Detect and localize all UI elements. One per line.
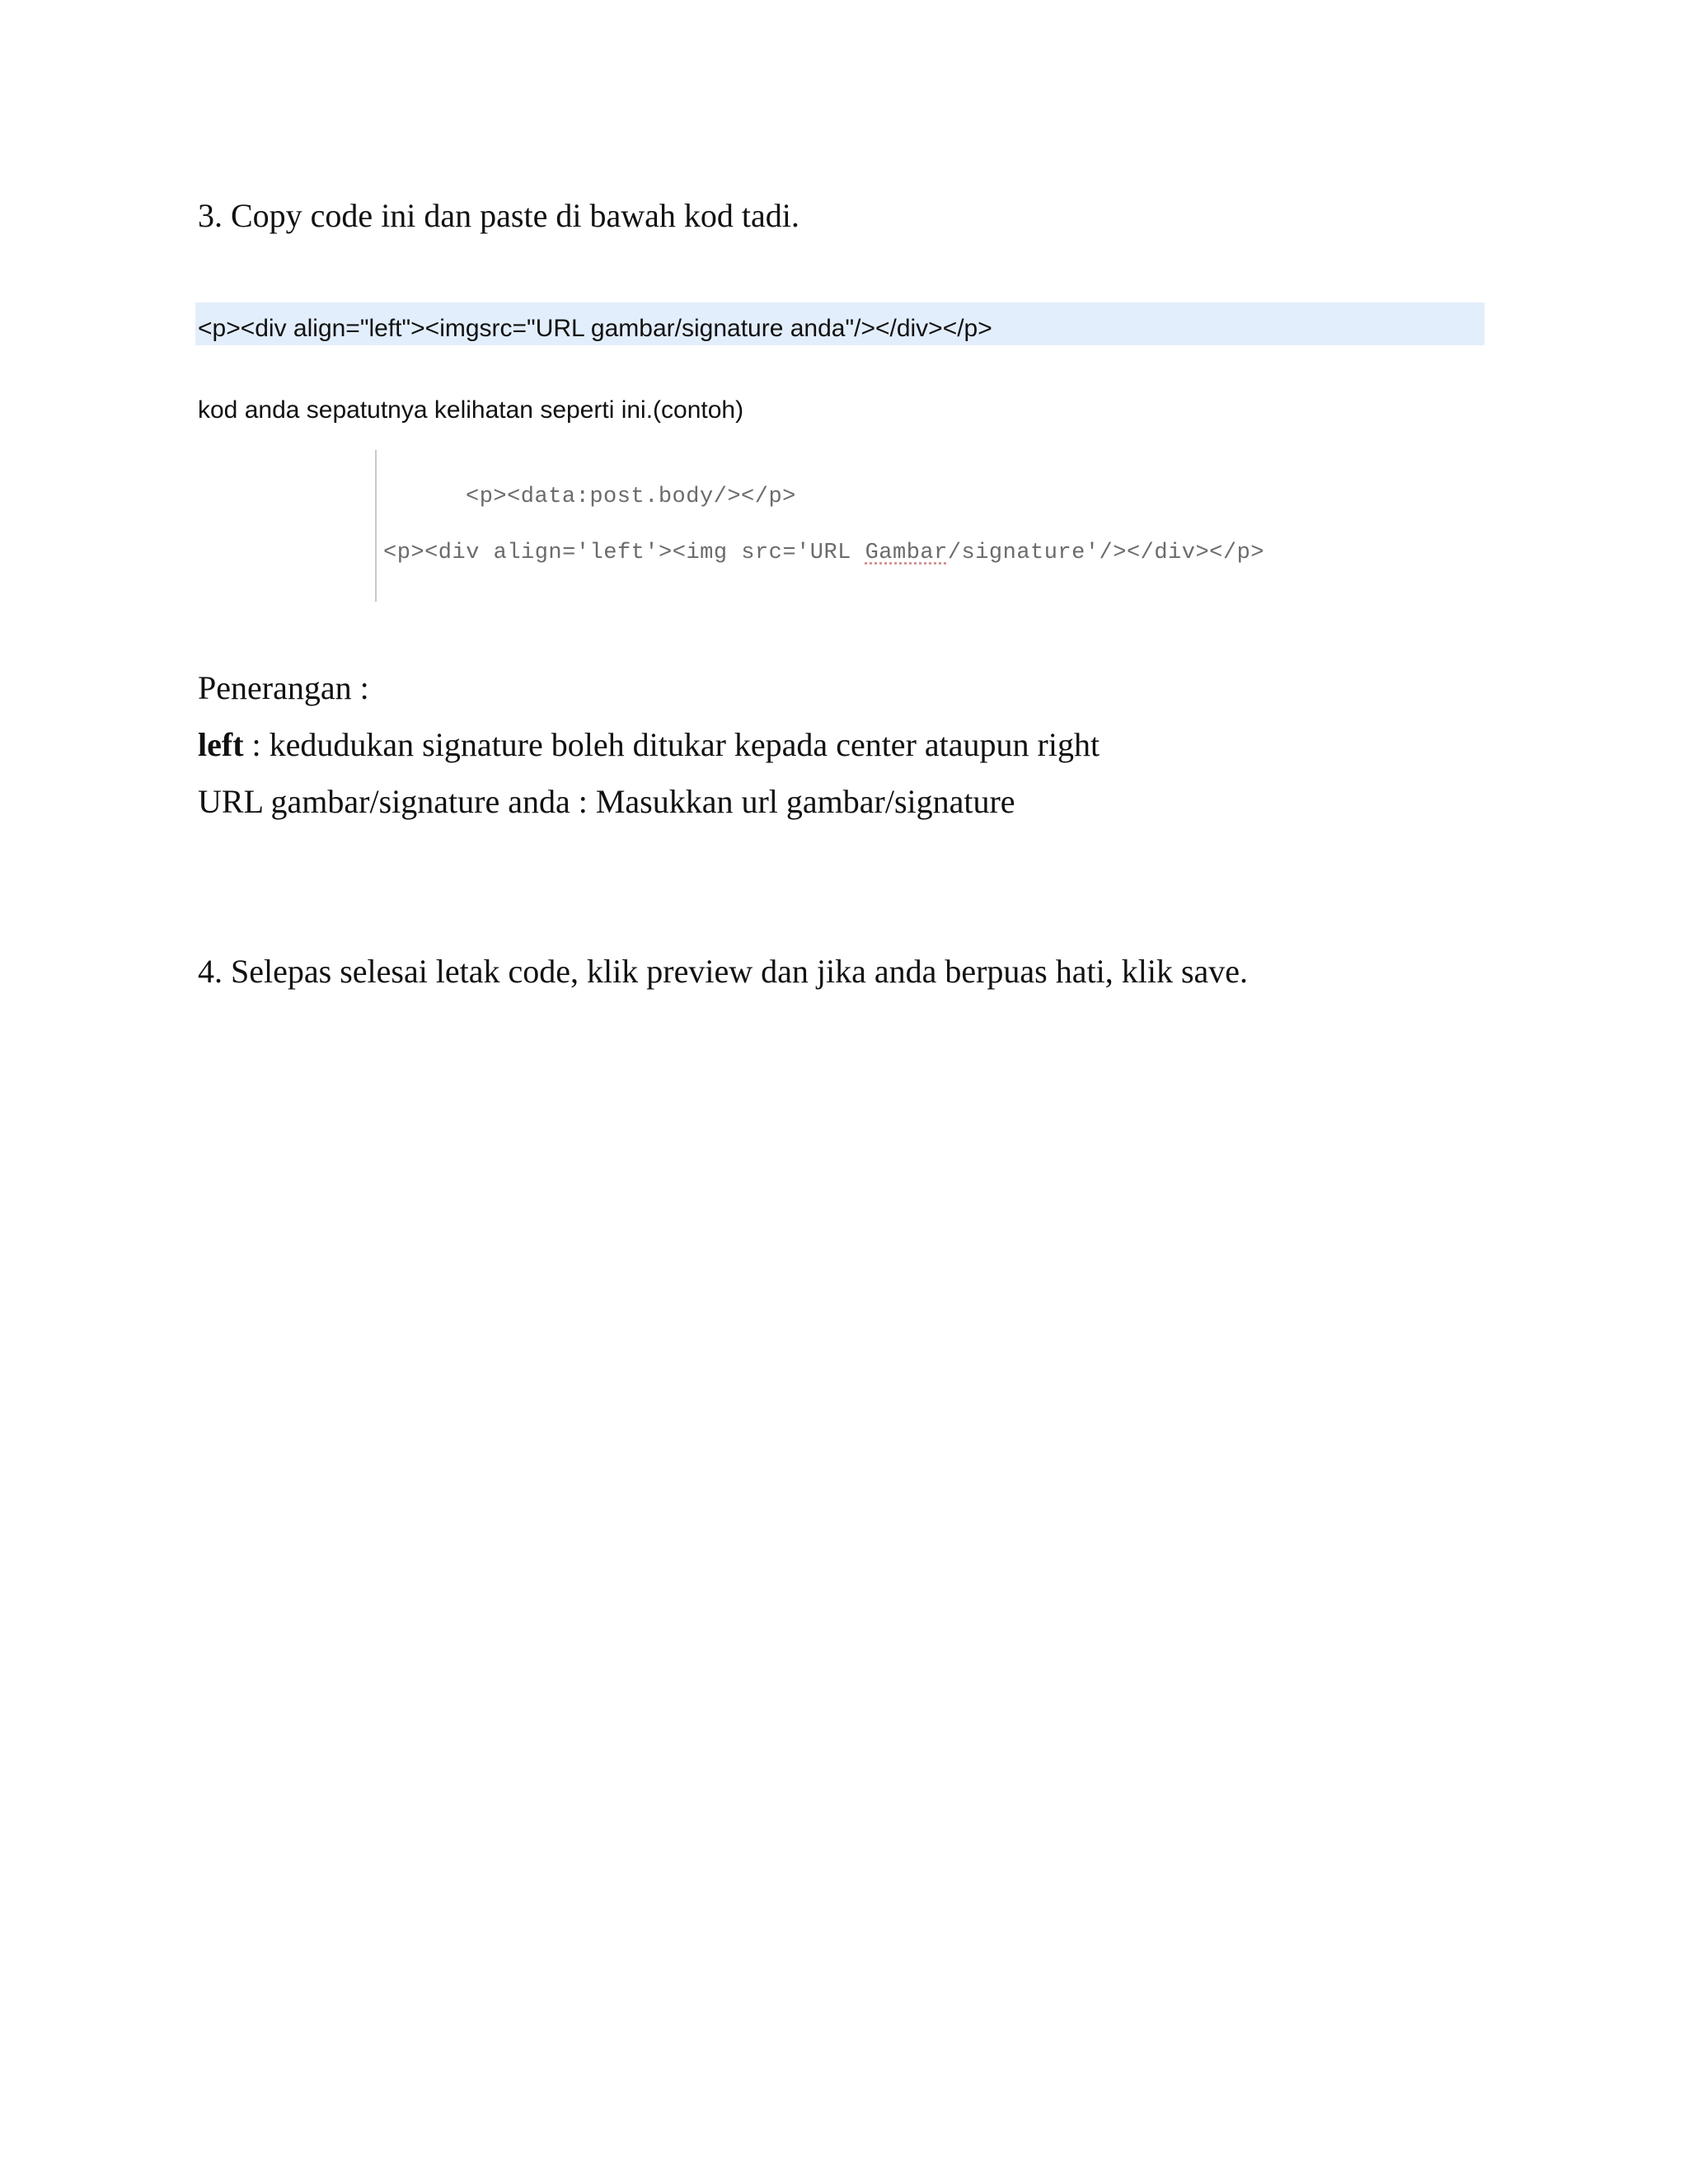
explanation-left-line xyxy=(198,725,1100,765)
example-code-line-2 xyxy=(383,541,1264,565)
example-code-line-1: <p><data:post.body/></p> xyxy=(466,485,796,509)
code-snippet[interactable]: <p><div align="left"><imgsrc="URL gambar/signature anda"/></div></p> xyxy=(198,315,992,342)
step-3-heading: 3. Copy code ini dan paste di bawah kod tadi. xyxy=(198,197,799,234)
explanation-heading: Penerangan : xyxy=(198,669,369,706)
example-left-border xyxy=(375,450,377,602)
example-code-line-2-start: <p><div align='left'><img src='URL xyxy=(383,541,865,565)
spellcheck-underlined-word: Gambar xyxy=(865,541,948,565)
example-caption: kod anda sepatutnya kelihatan seperti ini.(contoh) xyxy=(198,396,744,424)
step-4-heading: 4. Selepas selesai letak code, klik preview dan jika anda berpuas hati, klik save. xyxy=(198,953,1249,990)
explanation-url-line: URL gambar/signature anda : Masukkan url gambar/signature xyxy=(198,783,1015,820)
explanation-left-term: left xyxy=(198,726,244,763)
explanation-left-description: : kedudukan signature boleh ditukar kepada center ataupun right xyxy=(243,726,1100,763)
example-code-screenshot xyxy=(375,450,1298,602)
example-code-line-2-end: /signature'/></div></p> xyxy=(947,541,1264,565)
